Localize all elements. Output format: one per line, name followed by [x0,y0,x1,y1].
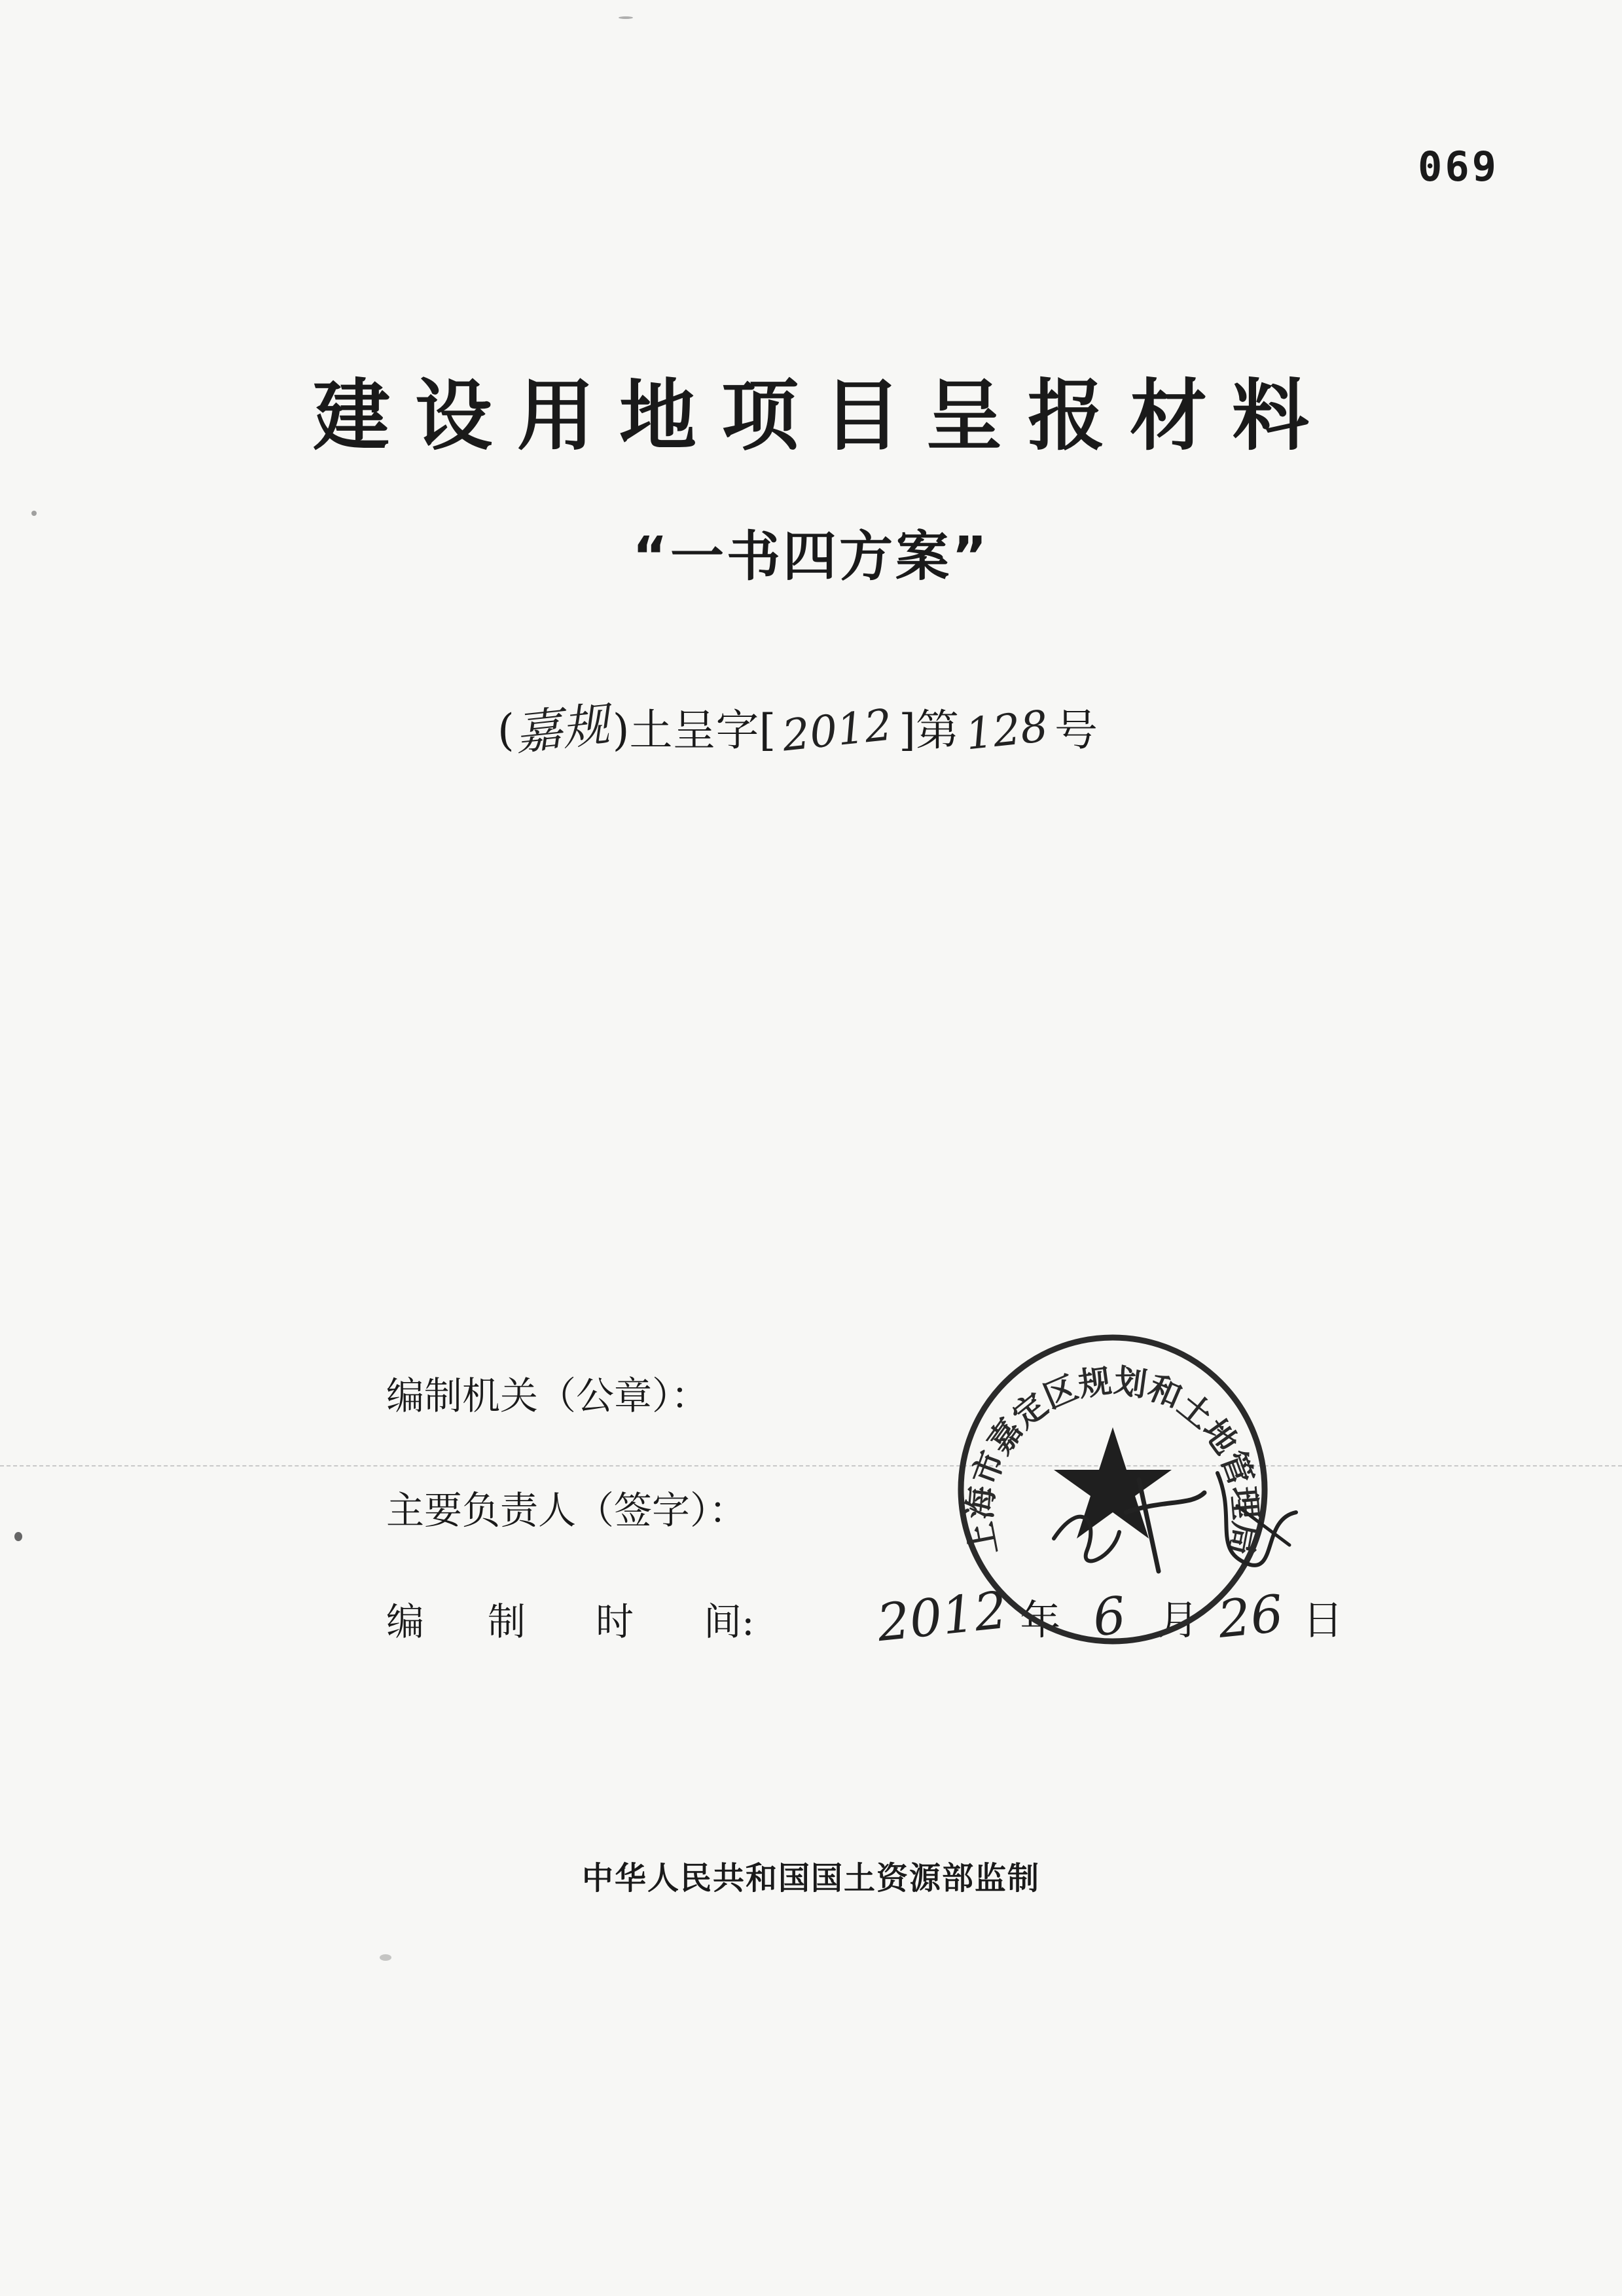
agency-label: 编制机关（公章）： [386,1374,710,1418]
doc-number-year-handwritten: 2012 [780,699,895,761]
supervisor-footer: 中华人民共和国国土资源部监制 [581,1860,1040,1897]
fold-line [0,1465,1622,1467]
document-title: 建设用地项目呈报材料 [312,371,1334,461]
date-nian: 年 [1020,1596,1061,1644]
agency-row [386,1365,709,1420]
date-ri: 日 [1303,1596,1344,1644]
doc-number-serial-handwritten: 128 [963,701,1051,760]
doc-number-hao: 号 [1054,705,1098,756]
responsible-person-label: 主要负责人（签字）： [386,1488,748,1533]
compile-time-char: 制 [488,1599,526,1644]
compile-time-char: 编 [386,1599,425,1644]
doc-number-paren-close: ) [612,705,630,756]
doc-number-type: 土呈字 [629,705,759,756]
scan-speck [31,511,37,516]
document-subtitle: “一书四方案” [632,526,990,588]
compile-time-label [386,1591,785,1646]
scan-speck [14,1532,22,1541]
date-day-handwritten: 26 [1215,1584,1286,1650]
date-yue: 月 [1158,1596,1199,1644]
seal-text: 上海市嘉定区规划和土地管理局 [960,1361,1266,1559]
page-number: 069 [1418,143,1499,191]
date-year-handwritten: 2012 [874,1580,1010,1654]
doc-number-paren-open: ( [497,705,514,756]
date-month-handwritten: 6 [1090,1586,1129,1649]
scan-speck [380,1954,391,1961]
scan-speck [619,16,633,19]
compile-time-row [386,1591,785,1646]
signature-mark [1041,1440,1316,1591]
compile-time-char: 时 [596,1599,634,1644]
doc-number-di: 第 [915,705,959,756]
doc-number-prefix-handwritten: 嘉规 [512,696,612,761]
compile-time-char: 间: [704,1599,755,1644]
doc-number-bracket-open: [ [759,705,776,756]
responsible-person-row [386,1480,747,1535]
document-number [497,691,1098,759]
doc-number-bracket-close: ] [899,705,916,756]
